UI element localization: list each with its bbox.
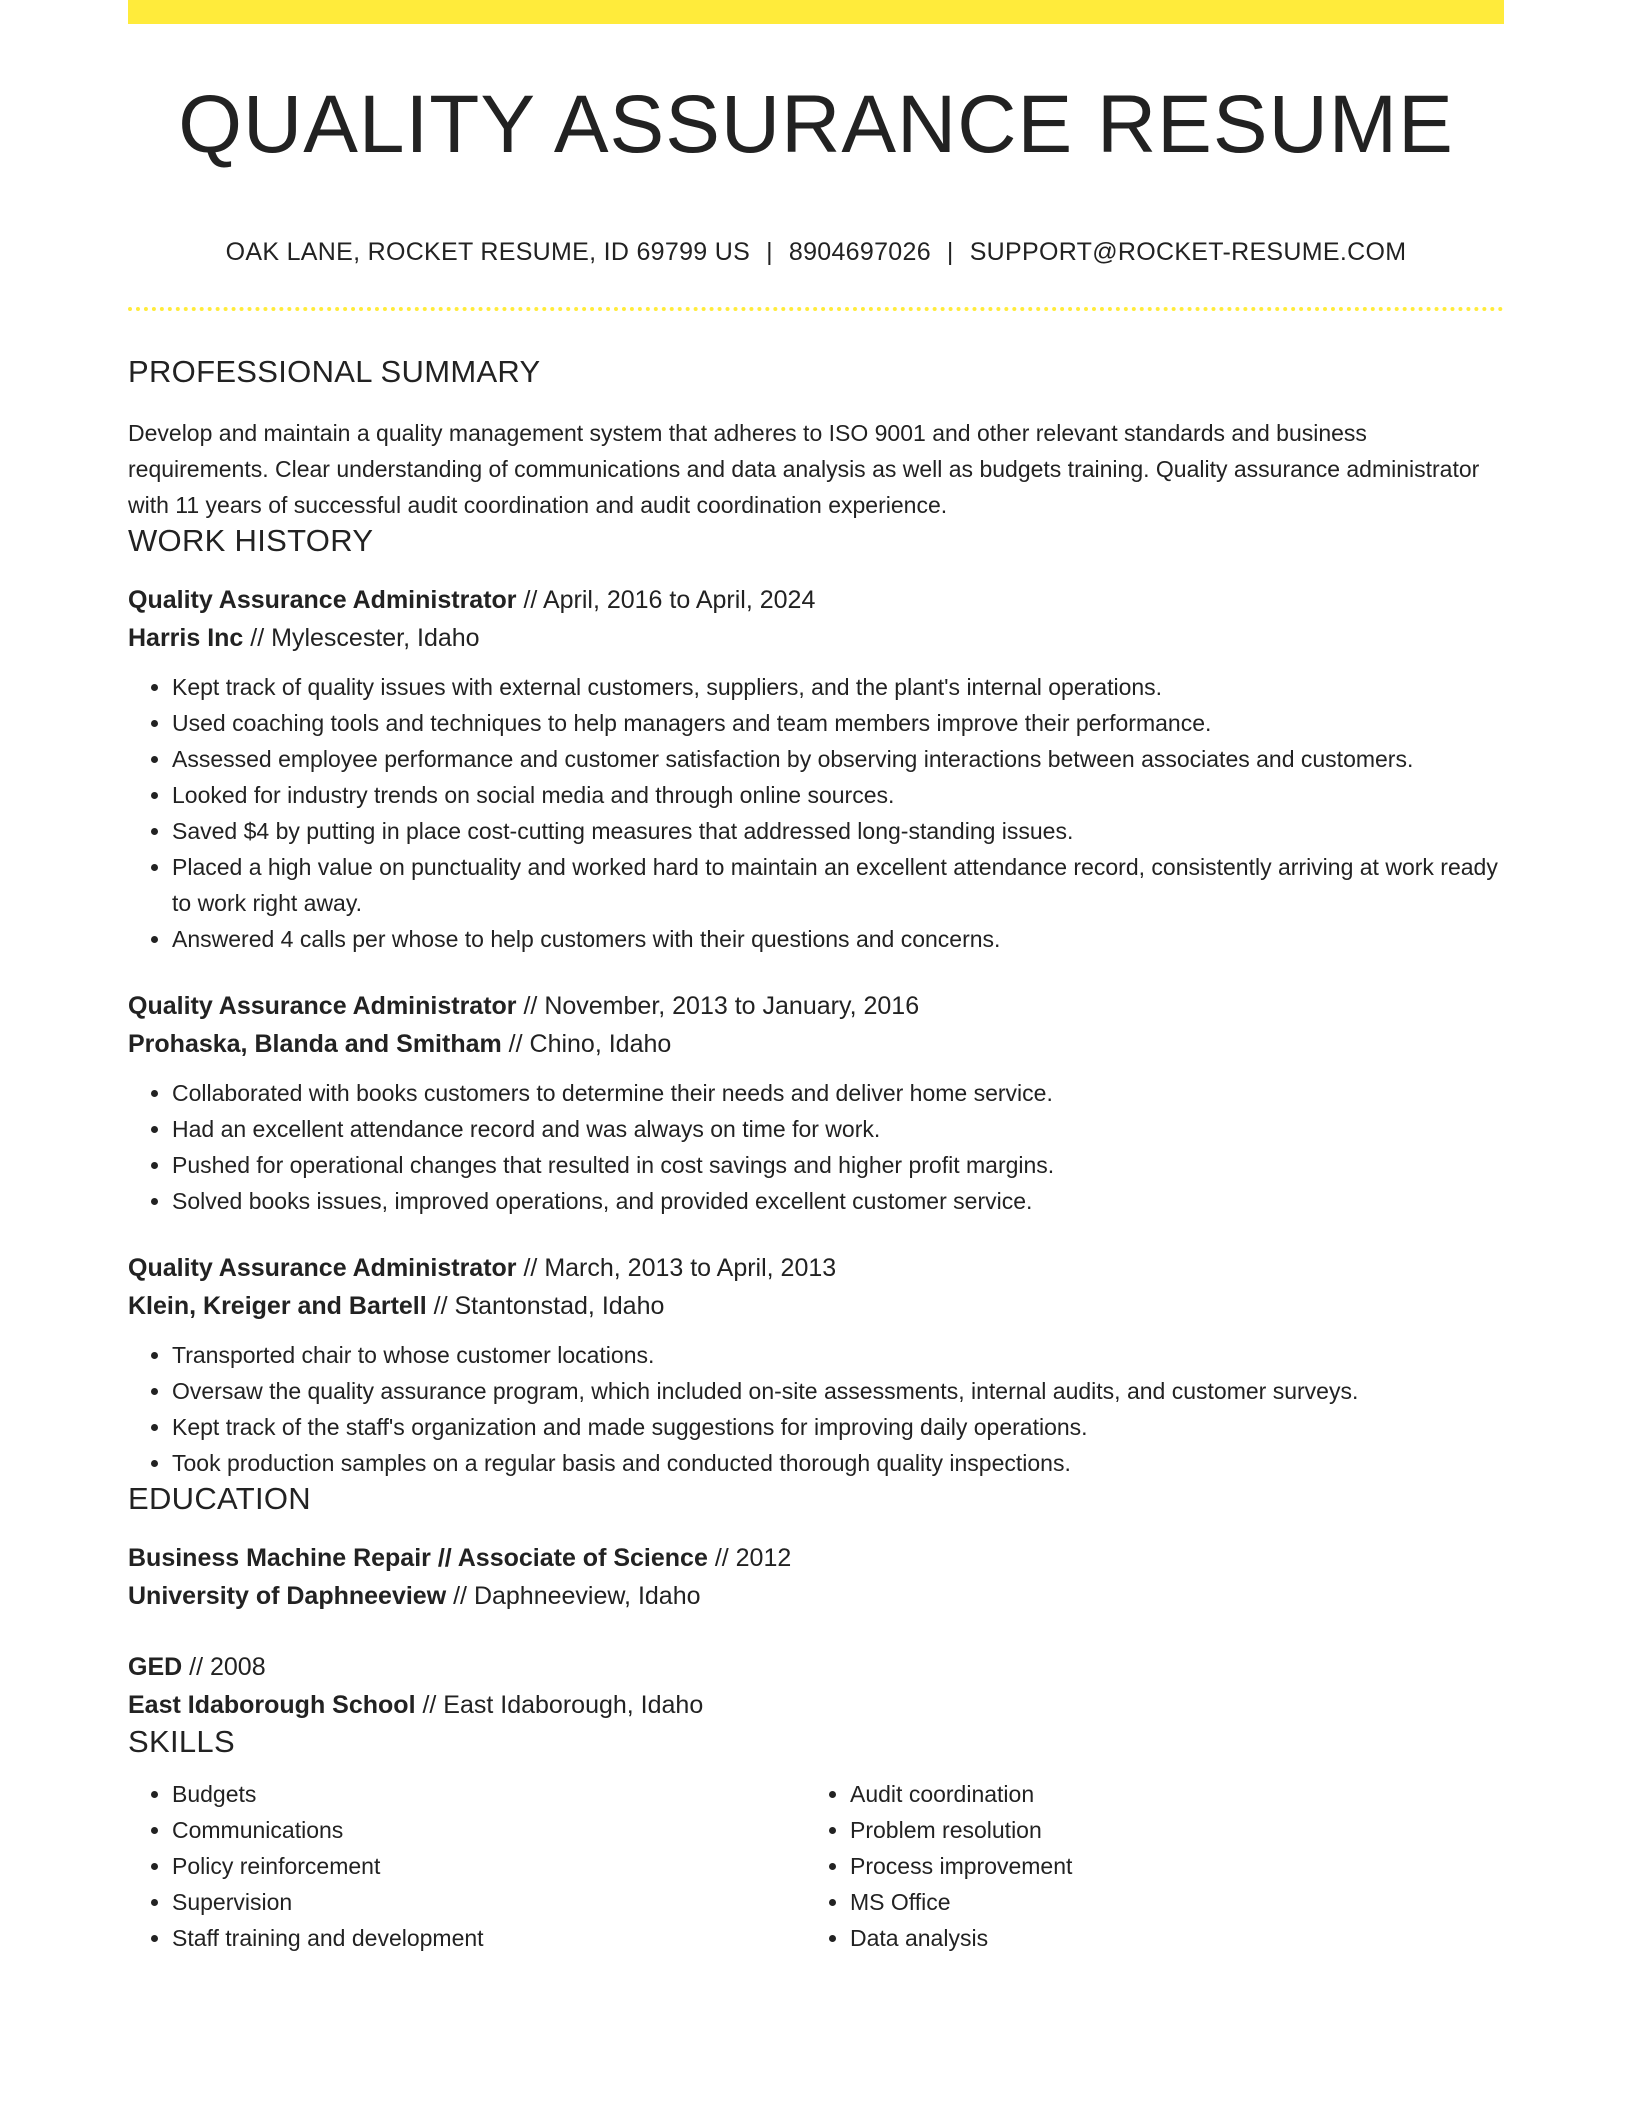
work-history-heading: WORK HISTORY xyxy=(128,523,374,558)
education-school: University of Daphneeview xyxy=(128,1582,447,1610)
job-bullet: • Assessed employee performance and customer satisfaction by observing interactions between associates and customers. xyxy=(172,741,1504,777)
accent-top-bar xyxy=(128,0,1504,24)
education-degree-line xyxy=(128,1648,1504,1686)
education-degree: Business Machine Repair // Associate of Science xyxy=(128,1544,708,1572)
education-degree: GED xyxy=(128,1653,183,1681)
job-title-line xyxy=(128,581,1504,619)
skill-item: • MS Office xyxy=(850,1884,1484,1920)
job-dates: // March, 2013 to April, 2013 xyxy=(523,1254,837,1282)
education-location: // East Idaborough, Idaho xyxy=(422,1691,704,1719)
skill-item: • Data analysis xyxy=(850,1920,1484,1956)
skills-columns xyxy=(128,1776,1504,1956)
job-bullet: • Answered 4 calls per whose to help customers with their questions and concerns. xyxy=(172,921,1504,957)
job-bullet: • Had an excellent attendance record and was always on time for work. xyxy=(172,1111,1504,1147)
job-company: Prohaska, Blanda and Smitham xyxy=(128,1030,502,1058)
job-bullet: • Took production samples on a regular basis and conducted thorough quality inspections. xyxy=(172,1445,1504,1481)
contact-email: SUPPORT@ROCKET-RESUME.COM xyxy=(969,238,1407,266)
skill-item: • Budgets xyxy=(172,1776,806,1812)
skill-item: • Audit coordination xyxy=(850,1776,1484,1812)
job-bullets xyxy=(128,669,1504,957)
skill-item: • Communications xyxy=(172,1812,806,1848)
contact-separator: | xyxy=(766,238,773,266)
job-company-line xyxy=(128,619,1504,657)
job-location: // Mylescester, Idaho xyxy=(250,624,480,652)
education-year: // 2008 xyxy=(189,1653,266,1681)
job-company-line xyxy=(128,1025,1504,1063)
job-bullet: • Kept track of the staff's organization and made suggestions for improving daily operations. xyxy=(172,1409,1504,1445)
dotted-divider xyxy=(128,307,1504,311)
job-bullet: • Kept track of quality issues with external customers, suppliers, and the plant's internal operations. xyxy=(172,669,1504,705)
education-school-line xyxy=(128,1686,1504,1724)
contact-separator: | xyxy=(946,238,954,266)
job-company: Klein, Kreiger and Bartell xyxy=(128,1292,427,1320)
job-bullet: • Transported chair to whose customer locations. xyxy=(172,1337,1504,1373)
contact-phone: 8904697026 xyxy=(788,238,931,266)
job-location: // Stantonstad, Idaho xyxy=(433,1292,665,1320)
job-bullet: • Looked for industry trends on social media and through online sources. xyxy=(172,777,1504,813)
skills-left-column xyxy=(128,1776,806,1956)
education-school: East Idaborough School xyxy=(128,1691,416,1719)
skill-item: • Process improvement xyxy=(850,1848,1484,1884)
education-degree-line xyxy=(128,1539,1504,1577)
job-bullets xyxy=(128,1337,1504,1481)
job-bullet: • Oversaw the quality assurance program, which included on-site assessments, internal audits, and customer surveys. xyxy=(172,1373,1504,1409)
job-title: Quality Assurance Administrator xyxy=(128,586,517,614)
job-bullets xyxy=(128,1075,1504,1219)
job-company: Harris Inc xyxy=(128,624,244,652)
job-entry xyxy=(128,581,1504,957)
job-bullet: • Collaborated with books customers to determine their needs and deliver home service. xyxy=(172,1075,1504,1111)
job-title-line xyxy=(128,1249,1504,1287)
skill-item: • Policy reinforcement xyxy=(172,1848,806,1884)
job-entry xyxy=(128,987,1504,1219)
skill-item: • Staff training and development xyxy=(172,1920,806,1956)
job-dates: // April, 2016 to April, 2024 xyxy=(523,586,816,614)
job-title: Quality Assurance Administrator xyxy=(128,1254,517,1282)
skill-item: • Supervision xyxy=(172,1884,806,1920)
job-bullet: • Used coaching tools and techniques to help managers and team members improve their performance. xyxy=(172,705,1504,741)
job-bullet: • Pushed for operational changes that resulted in cost savings and higher profit margins. xyxy=(172,1147,1504,1183)
job-dates: // November, 2013 to January, 2016 xyxy=(523,992,920,1020)
job-entry xyxy=(128,1249,1504,1481)
education-year: // 2012 xyxy=(714,1544,792,1572)
job-bullet: • Placed a high value on punctuality and worked hard to maintain an excellent attendance record, consistently arriving at work ready to work right away. xyxy=(172,849,1504,921)
job-title: Quality Assurance Administrator xyxy=(128,992,517,1020)
job-bullet: • Saved $4 by putting in place cost-cutting measures that addressed long-standing issues. xyxy=(172,813,1504,849)
resume-title: QUALITY ASSURANCE RESUME xyxy=(178,79,1454,170)
education-entry xyxy=(128,1539,1504,1615)
education-school-line xyxy=(128,1577,1504,1615)
education-heading: EDUCATION xyxy=(128,1481,311,1516)
skills-heading: SKILLS xyxy=(128,1724,235,1759)
job-company-line xyxy=(128,1287,1504,1325)
skills-right-column xyxy=(806,1776,1484,1956)
summary-text: Develop and maintain a quality management system that adheres to ISO 9001 and other relevant standards and business requirements. Clear understanding of communications and data analysis as well as budgets training. Quality assurance administrator with 11 years of successful audit coordination and audit coordination experience. xyxy=(128,420,1480,518)
summary-heading: PROFESSIONAL SUMMARY xyxy=(128,354,541,389)
education-entry xyxy=(128,1648,1504,1724)
resume-content xyxy=(128,354,1504,1956)
skill-item: • Problem resolution xyxy=(850,1812,1484,1848)
contact-address: OAK LANE, ROCKET RESUME, ID 69799 US xyxy=(225,238,751,266)
job-location: // Chino, Idaho xyxy=(508,1030,672,1058)
job-bullet: • Solved books issues, improved operations, and provided excellent customer service. xyxy=(172,1183,1504,1219)
contact-line xyxy=(128,238,1504,267)
education-location: // Daphneeview, Idaho xyxy=(453,1582,701,1610)
job-title-line xyxy=(128,987,1504,1025)
